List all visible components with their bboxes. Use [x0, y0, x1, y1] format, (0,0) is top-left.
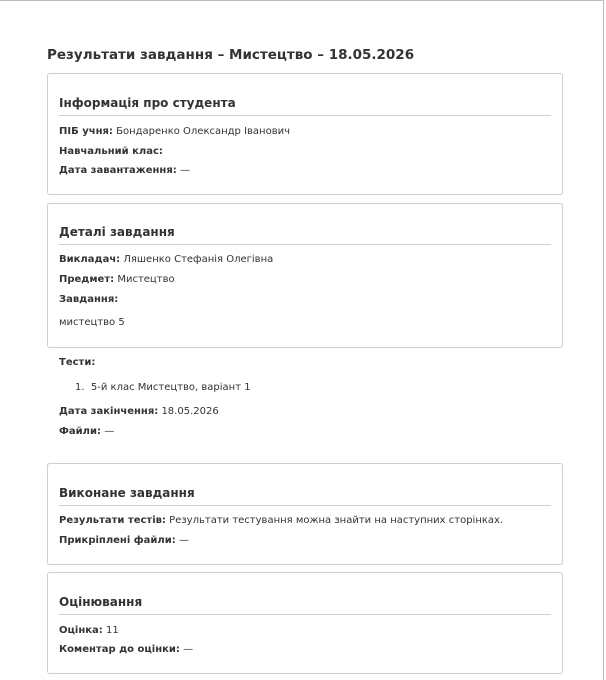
- grade-comment-value: —: [183, 644, 194, 655]
- files-value: —: [104, 426, 115, 437]
- grade-comment-row: [59, 644, 193, 655]
- subject-row: [59, 274, 175, 285]
- upload-date-label: Дата завантаження:: [59, 165, 177, 176]
- student-name-value: Бондаренко Олександр Іванович: [116, 126, 291, 137]
- tests-list-item: [75, 382, 251, 393]
- tests-list-item-label[interactable]: 5-й клас Мистецтво, варіант 1: [90, 382, 251, 393]
- task-details-card: [47, 203, 563, 348]
- task-text: мистецтво 5: [59, 317, 125, 328]
- upload-date-value: —: [179, 165, 190, 176]
- files-row: [59, 426, 114, 437]
- test-results-row: [59, 515, 503, 526]
- task-label-row: [59, 294, 118, 305]
- grading-card: [47, 572, 563, 674]
- completed-task-card: [47, 463, 563, 565]
- student-class-row: [59, 146, 163, 157]
- student-class-label: Навчальний клас:: [59, 146, 163, 157]
- due-date-label: Дата закінчення:: [59, 406, 159, 417]
- grade-label: Оцінка:: [59, 625, 103, 636]
- attached-files-label: Прикріплені файли:: [59, 535, 176, 546]
- files-label: Файли:: [59, 426, 102, 437]
- due-date-value: 18.05.2026: [161, 406, 219, 417]
- grading-heading: Оцінювання: [59, 595, 551, 615]
- student-name-label: ПІБ учня:: [59, 126, 113, 137]
- due-date-row: [59, 406, 219, 417]
- grade-row: [59, 625, 119, 636]
- attached-files-row: [59, 535, 189, 546]
- teacher-label: Викладач:: [59, 254, 121, 265]
- tests-label: Тести:: [59, 357, 96, 368]
- test-results-label: Результати тестів:: [59, 515, 166, 526]
- student-info-card: [47, 73, 563, 195]
- page-title: Результати завдання – Мистецтво – 18.05.2026: [47, 47, 415, 63]
- test-results-value: Результати тестування можна знайти на наступних сторінках.: [169, 515, 504, 526]
- tests-list-number: 1.: [75, 382, 91, 393]
- task-label: Завдання:: [59, 294, 119, 305]
- grade-comment-label: Коментар до оцінки:: [59, 644, 180, 655]
- teacher-row: [59, 254, 273, 265]
- grade-value: 11: [105, 625, 119, 636]
- upload-date-row: [59, 165, 190, 176]
- completed-task-heading: Виконане завдання: [59, 486, 551, 506]
- attached-files-value: —: [178, 535, 189, 546]
- student-name-row: [59, 126, 290, 137]
- subject-value: Мистецтво: [117, 274, 175, 285]
- teacher-value: Ляшенко Стефанія Олегівна: [123, 254, 274, 265]
- subject-label: Предмет:: [59, 274, 115, 285]
- task-details-heading: Деталі завдання: [59, 225, 551, 245]
- student-info-heading: Інформація про студента: [59, 96, 551, 116]
